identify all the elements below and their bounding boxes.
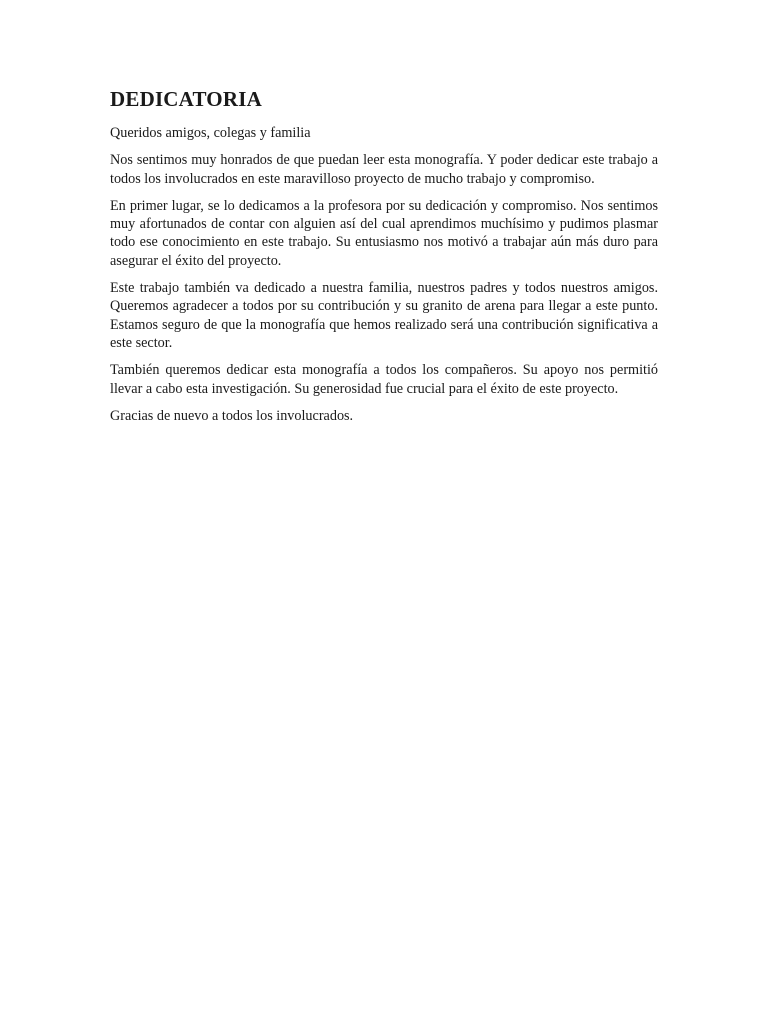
document-page (110, 86, 658, 434)
body-paragraph-4: También queremos dedicar esta monografía a todos los compañeros. Su apoyo nos permitió llevar a cabo esta investigación. Su generosidad fue crucial para el éxito de este proyecto. (110, 362, 658, 397)
closing-paragraph: Gracias de nuevo a todos los involucrados. (110, 407, 354, 424)
body-paragraph-3: Este trabajo también va dedicado a nuestra familia, nuestros padres y todos nuestros amigos. Queremos agradecer a todos por su contribución y su granito de arena para llegar a este punto. Estamos seguro de que la monografía que hemos realizado será una contribución significativa a este sector. (110, 280, 658, 351)
page-title: DEDICATORIA (110, 87, 262, 111)
body-paragraph-2: En primer lugar, se lo dedicamos a la profesora por su dedicación y compromiso. Nos sentimos muy afortunados de contar con alguien así del cual aprendimos muchísimo y pudimos plasmar todo ese conocimiento en este trabajo. Su entusiasmo nos motivó a trabajar aún más duro para asegurar el éxito del proyecto. (110, 197, 658, 269)
greeting-paragraph: Queridos amigos, colegas y familia (110, 125, 311, 141)
body-paragraph-1: Nos sentimos muy honrados de que puedan leer esta monografía. Y poder dedicar este trabajo a todos los involucrados en este maravilloso proyecto de mucho trabajo y compromiso. (110, 152, 658, 187)
